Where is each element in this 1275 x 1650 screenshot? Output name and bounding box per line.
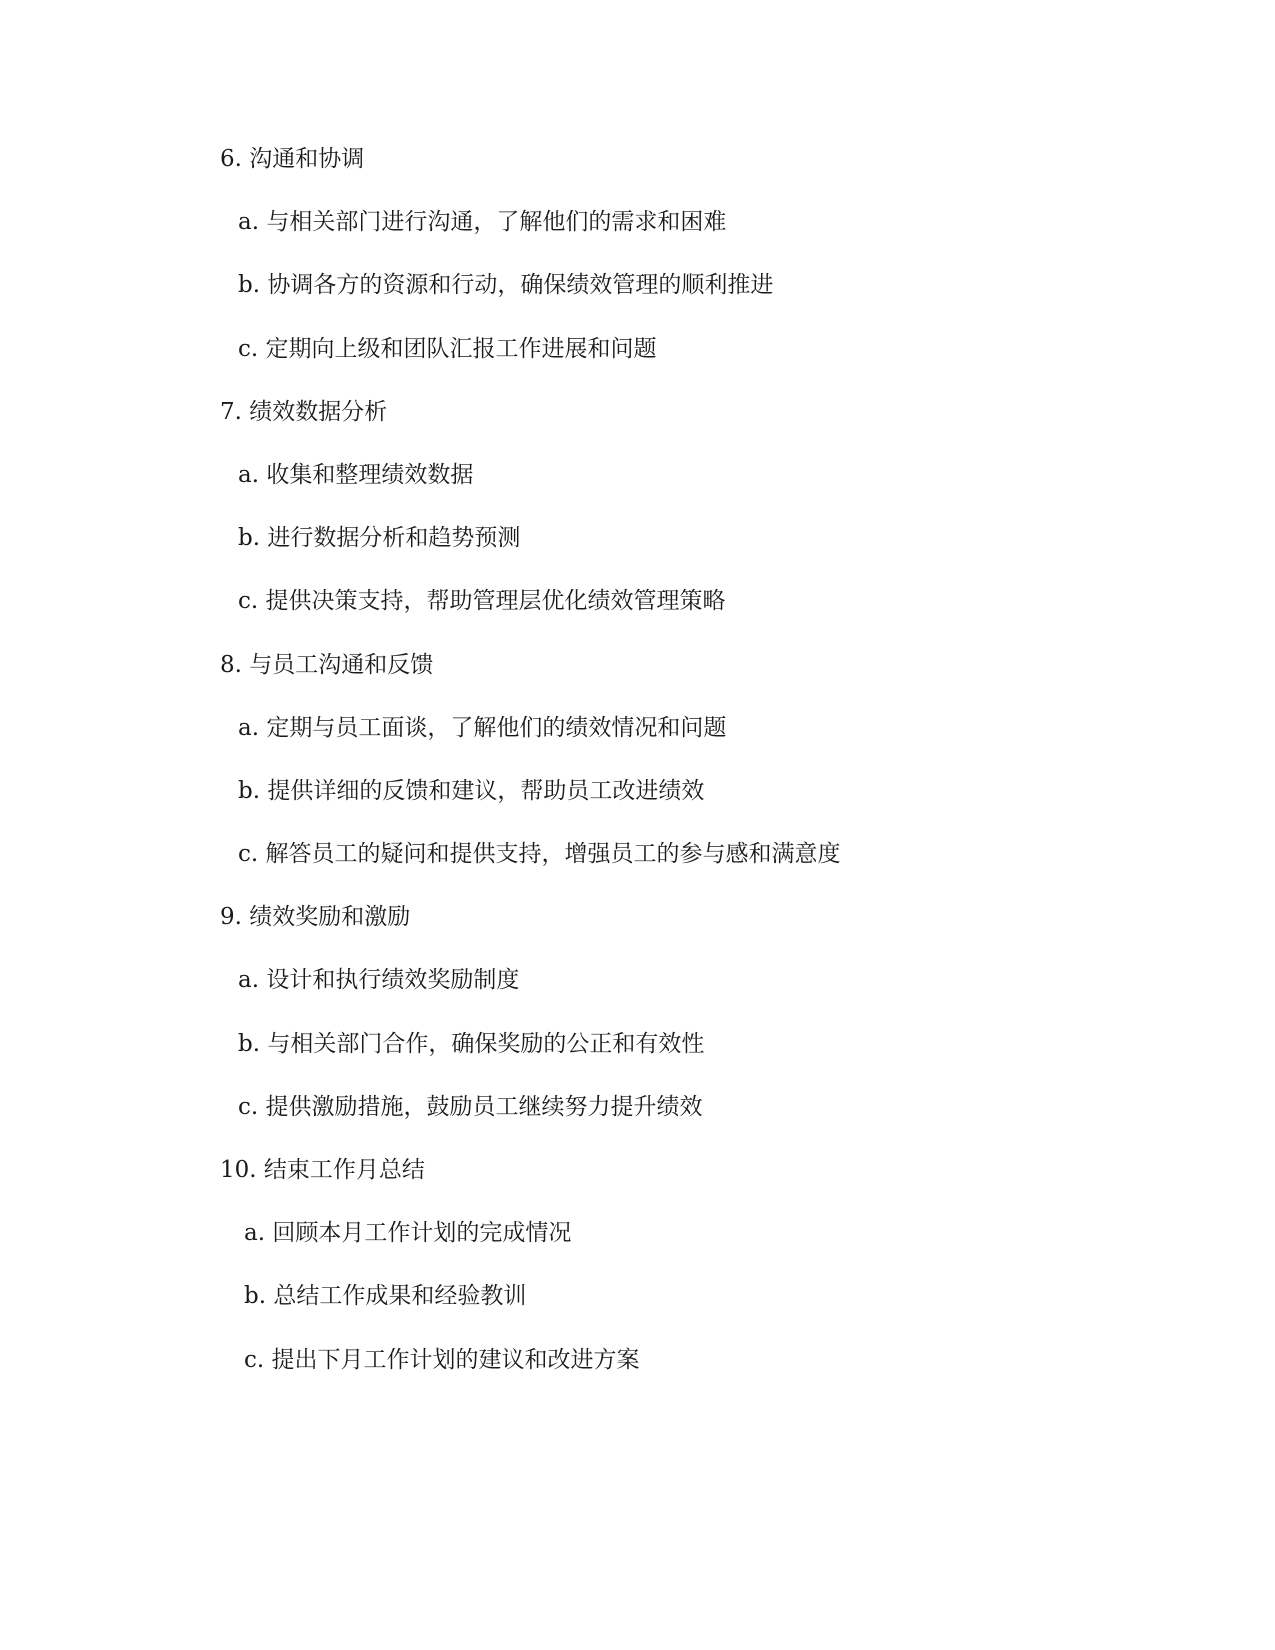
document-body xyxy=(220,139,1120,1403)
list-item: a. 收集和整理绩效数据 xyxy=(238,461,474,488)
list-item: c. 提出下月工作计划的建议和改进方案 xyxy=(244,1346,640,1373)
section-6 xyxy=(220,139,1120,392)
list-item: b. 协调各方的资源和行动，确保绩效管理的顺利推进 xyxy=(238,272,774,299)
list-item: b. 进行数据分析和趋势预测 xyxy=(238,525,521,552)
list-item: a. 设计和执行绩效奖励制度 xyxy=(238,967,520,994)
section-8 xyxy=(220,645,1120,898)
section-heading: 10. 结束工作月总结 xyxy=(220,1157,425,1183)
section-heading: 7. 绩效数据分析 xyxy=(220,398,388,425)
list-item: b. 提供详细的反馈和建议，帮助员工改进绩效 xyxy=(238,777,705,804)
list-item: c. 提供决策支持，帮助管理层优化绩效管理策略 xyxy=(238,588,726,615)
list-item: c. 提供激励措施，鼓励员工继续努力提升绩效 xyxy=(238,1093,703,1120)
section-10 xyxy=(220,1150,1120,1403)
list-item: c. 解答员工的疑问和提供支持，增强员工的参与感和满意度 xyxy=(238,841,841,868)
list-item: b. 与相关部门合作，确保奖励的公正和有效性 xyxy=(238,1030,705,1057)
list-item: a. 定期与员工面谈，了解他们的绩效情况和问题 xyxy=(238,714,727,741)
section-heading: 9. 绩效奖励和激励 xyxy=(220,904,411,931)
section-heading: 6. 沟通和协调 xyxy=(220,146,365,172)
section-heading: 8. 与员工沟通和反馈 xyxy=(220,651,434,678)
list-item: c. 定期向上级和团队汇报工作进展和问题 xyxy=(238,335,657,362)
section-7 xyxy=(220,392,1120,645)
list-item: a. 回顾本月工作计划的完成情况 xyxy=(244,1220,572,1247)
section-9 xyxy=(220,897,1120,1150)
list-item: a. 与相关部门进行沟通，了解他们的需求和困难 xyxy=(238,209,727,236)
list-item: b. 总结工作成果和经验教训 xyxy=(244,1283,527,1310)
